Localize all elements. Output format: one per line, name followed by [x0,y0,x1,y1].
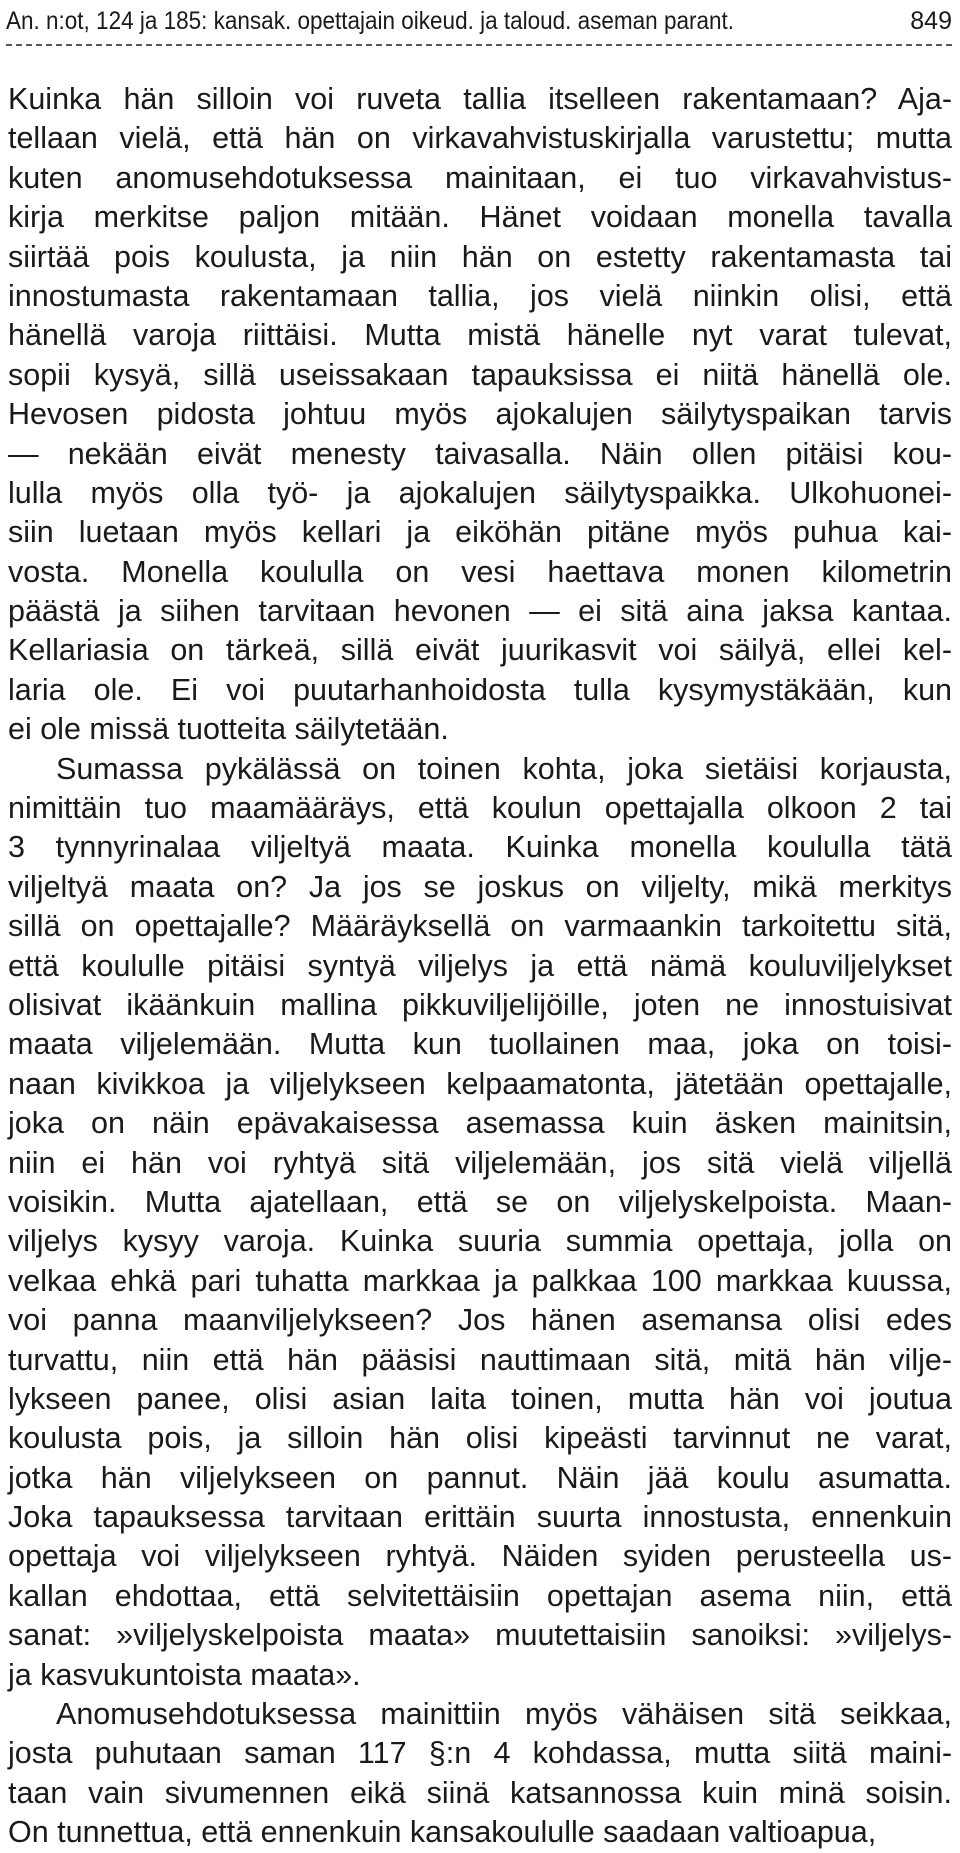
text-line: 3 tynnyrinalaa viljeltyä maata. Kuinka monella koululla tätä [8,830,952,865]
text-line: Kellariasia on tärkeä, sillä eivät juurikasvit voi säilyä, ellei kel- [8,633,952,668]
text-line: päästä ja siihen tarvitaan hevonen — ei sitä aina jaksa kantaa. [8,594,952,629]
body-text [8,80,952,1853]
text-line: kirja merkitse paljon mitään. Hänet voidaan monella tavalla [8,200,952,235]
text-line: innostumasta rakentamaan tallia, jos vielä niinkin olisi, että [8,278,952,313]
text-line: velkaa ehkä pari tuhatta markkaa ja palkkaa 100 markkaa kuussa, [8,1263,952,1298]
text-line: On tunnettua, että ennenkuin kansakoululle saadaan valtioapua, [8,1815,877,1850]
text-line: viljeltyä maata on? Ja jos se joskus on viljelty, mikä merkitys [8,869,952,904]
text-line: Kuinka hän silloin voi ruveta tallia itselleen rakentamaan? Aja- [8,82,952,116]
text-line: naan kivikkoa ja viljelykseen kelpaamatonta, jätetään opettajalle, [8,1066,952,1101]
text-line: Joka tapauksessa tarvitaan erittäin suurta innostusta, ennenkuin [8,1500,952,1535]
text-line: opettaja voi viljelykseen ryhtyä. Näiden syiden perusteella us- [8,1539,952,1574]
text-line: olisivat ikäänkuin mallina pikkuviljelijöille, joten ne innostuisivat [8,987,952,1022]
text-line: että koululle pitäisi syntyä viljelys ja että nämä kouluviljelykset [8,948,952,983]
text-line: kuten anomusehdotuksessa mainitaan, ei tuo virkavahvistus- [8,160,952,195]
text-line: Sumassa pykälässä on toinen kohta, joka sietäisi korjausta, [56,751,952,786]
text-line: lykseen panee, olisi asian laita toinen, mutta hän voi joutua [8,1381,952,1416]
text-line: turvattu, niin että hän pääsisi nauttimaan sitä, mitä hän vilje- [8,1342,952,1377]
text-line: tellaan vielä, että hän on virkavahvistuskirjalla varustettu; mutta [8,121,952,156]
text-line: jotka hän viljelykseen on pannut. Näin jää koulu asumatta. [8,1460,952,1495]
text-line: kallan ehdottaa, että selvitettäisiin opettajan asema niin, että [8,1578,952,1613]
running-header-title: An. n:ot, 124 ja 185: kansak. opettajain oikeud. ja taloud. aseman parant. [6,7,735,35]
text-line: ei ole missä tuotteita säilytetään. [8,712,449,747]
text-line: sanat: »viljelyskelpoista maata» muutettaisiin sanoiksi: »viljelys- [8,1618,952,1653]
text-line: hänellä varoja riittäisi. Mutta mistä hänelle nyt varat tulevat, [8,318,952,353]
text-line: josta puhutaan saman 117 §:n 4 kohdassa, mutta siitä maini- [8,1736,952,1771]
text-line: voisikin. Mutta ajatellaan, että se on viljelyskelpoista. Maan- [8,1184,952,1219]
text-line: taan vain sivumennen eikä siinä katsannossa kuin minä soisin. [8,1775,952,1810]
text-line: vosta. Monella koululla on vesi haettava monen kilometrin [8,554,952,589]
text-line: ja kasvukuntoista maata». [8,1657,361,1692]
text-line: koulusta pois, ja silloin hän olisi kipeästi tarvinnut ne varat, [8,1421,952,1456]
text-line: Hevosen pidosta johtuu myös ajokalujen säilytyspaikan tarvis [8,397,952,432]
text-line: laria ole. Ei voi puutarhanhoidosta tulla kysymystäkään, kun [8,672,952,707]
text-line: viljelys kysyy varoja. Kuinka suuria summia opettaja, jolla on [8,1224,952,1259]
text-line: joka on näin epävakaisessa asemassa kuin äsken mainitsin, [8,1106,952,1141]
text-line: Anomusehdotuksessa mainittiin myös vähäisen sitä seikkaa, [56,1697,952,1732]
text-line: voi panna maanviljelykseen? Jos hänen asemansa olisi edes [8,1303,952,1338]
text-line: nimittäin tuo maamääräys, että koulun opettajalla olkoon 2 tai [8,791,952,826]
text-line: lulla myös olla työ- ja ajokalujen säilytyspaikka. Ulkohuonei- [8,475,952,510]
text-line: — nekään eivät menesty taivasalla. Näin ollen pitäisi kou- [8,436,952,471]
text-line: siin luetaan myös kellari ja eiköhän pitäne myös puhua kai- [8,515,952,550]
text-line: sopii kysyä, sillä useissakaan tapauksissa ei niitä hänellä ole. [8,357,952,392]
running-header [6,2,952,40]
text-line: siirtää pois koulusta, ja niin hän on estetty rakentamasta tai [8,239,952,274]
page-number: 849 [910,7,952,35]
header-rule [6,44,952,46]
text-line: sillä on opettajalle? Määräyksellä on varmaankin tarkoitettu sitä, [8,909,952,944]
text-line: maata viljelemään. Mutta kun tuollainen maa, joka on toisi- [8,1027,952,1062]
text-line: niin ei hän voi ryhtyä sitä viljelemään, jos sitä vielä viljellä [8,1145,952,1180]
